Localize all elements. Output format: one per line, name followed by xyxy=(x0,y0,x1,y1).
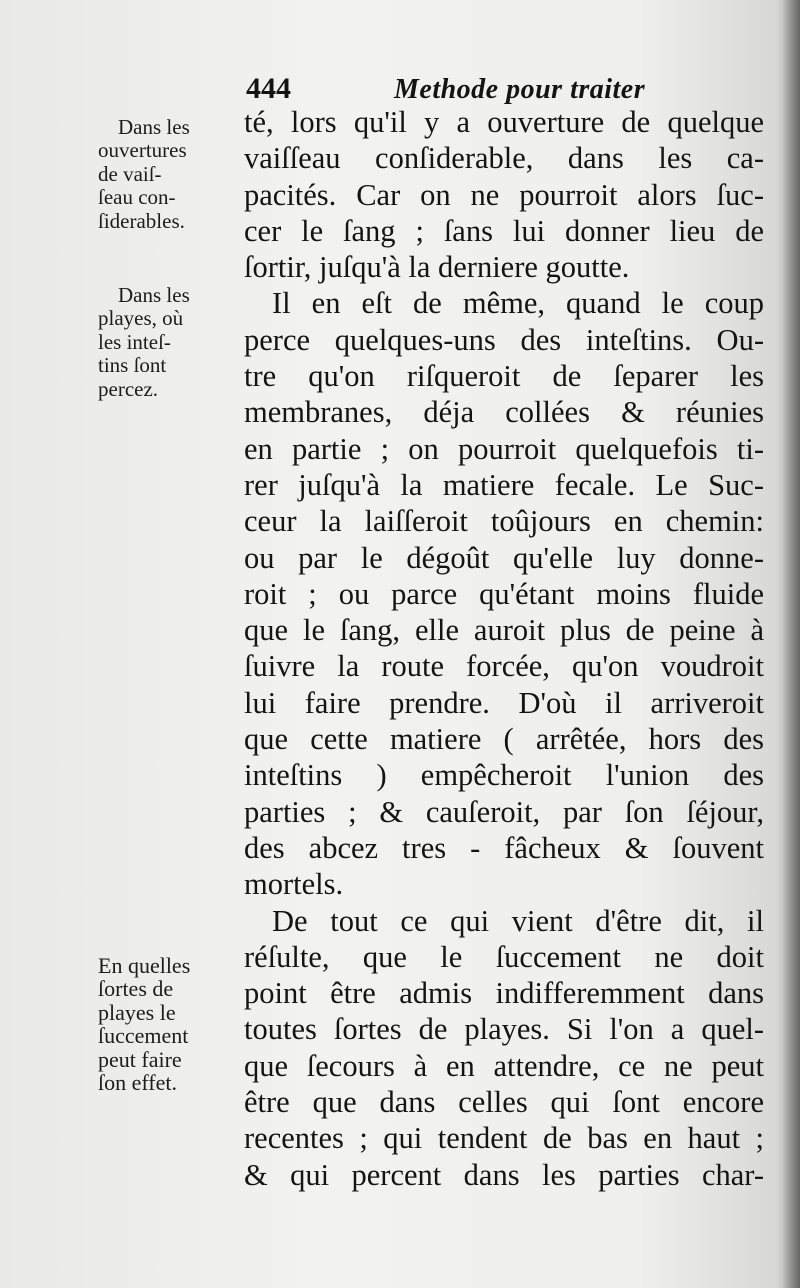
page-edge-shadow xyxy=(782,0,800,1288)
text-line: parties ; & cauſeroit, par ſon ſéjour, xyxy=(244,794,764,829)
margin-note-line: ſuccement xyxy=(98,1023,189,1049)
margin-note-intestines xyxy=(98,284,238,401)
text-line: recentes ; qui tendent de bas en haut ; xyxy=(244,1121,764,1156)
margin-note-vessels xyxy=(98,116,238,233)
text-line: mortels. xyxy=(244,867,344,902)
margin-note-wound-types xyxy=(98,954,238,1094)
margin-note-line: ſon effet. xyxy=(98,1070,178,1096)
text-line: être que dans celles qui ſont encore xyxy=(244,1085,764,1120)
margin-note-line: Dans les xyxy=(118,283,190,307)
text-line: perce quelques-uns des inteſtins. Ou- xyxy=(244,322,764,357)
paragraph xyxy=(244,903,764,1193)
margin-note-line: de vaiſ- xyxy=(98,161,162,186)
paragraph xyxy=(244,285,764,902)
margin-note-line: les inteſ- xyxy=(98,329,171,354)
running-title: Methode pour traiter xyxy=(394,74,646,105)
paragraph xyxy=(244,104,764,285)
margin-note-line: ſiderables. xyxy=(98,208,185,233)
text-line: roit ; ou parce qu'étant moins fluide xyxy=(244,576,764,611)
margin-note-line: ouvertures xyxy=(98,138,187,163)
margin-note-line: ſeau con- xyxy=(98,185,176,210)
text-line: en partie ; on pourroit quelquefois ti- xyxy=(244,431,764,466)
margin-note-line: percez. xyxy=(98,376,159,401)
text-line: toutes ſortes de playes. Si l'on a quel- xyxy=(244,1012,764,1047)
text-line: pacités. Car on ne pourroit alors ſuc- xyxy=(244,177,764,212)
text-line: réſulte, que le ſuccement ne doit xyxy=(244,939,764,974)
text-line: inteſtins ) empêcheroit l'union des xyxy=(244,758,764,793)
margin-note-line: ſortes de xyxy=(98,976,174,1002)
text-line: ſortir, juſqu'à la derniere goutte. xyxy=(244,250,630,285)
text-line: & qui percent dans les parties char- xyxy=(244,1157,764,1192)
text-line: cer le ſang ; ſans lui donner lieu de xyxy=(244,213,764,248)
text-line: rer juſqu'à la matiere fecale. Le Suc- xyxy=(244,467,764,502)
text-line: vaiſſeau conſiderable, dans les ca- xyxy=(244,141,764,176)
margin-note-line: playes le xyxy=(98,999,176,1025)
body-text xyxy=(244,104,764,1193)
text-line: Il en eſt de même, quand le coup xyxy=(272,286,764,321)
text-line: que ſecours à en attendre, ce ne peut xyxy=(244,1048,764,1083)
text-line: lui faire prendre. D'où il arriveroit xyxy=(244,685,764,720)
margin-note-line: tins ſont xyxy=(98,353,167,378)
margin-note-line: playes, où xyxy=(98,306,184,331)
text-line: des abcez tres - fâcheux & ſouvent xyxy=(244,830,764,865)
text-line: que le ſang, elle auroit plus de peine à xyxy=(244,613,764,648)
margin-note-line: peut faire xyxy=(98,1046,182,1072)
margin-note-line: Dans les xyxy=(118,115,190,139)
text-line: ceur la laiſſeroit toûjours en chemin: xyxy=(244,504,764,539)
text-line: ſuivre la route forcée, qu'on voudroit xyxy=(244,649,764,684)
page-number: 444 xyxy=(246,72,291,105)
text-line: ou par le dégoût qu'elle luy donne- xyxy=(244,540,764,575)
text-line: membranes, déja collées & réunies xyxy=(244,395,764,430)
text-line: tre qu'on riſqueroit de ſeparer les xyxy=(244,359,764,394)
text-line: De tout ce qui vient d'être dit, il xyxy=(272,903,764,938)
margin-note-line: En quelles xyxy=(98,953,191,978)
text-line: té, lors qu'il y a ouverture de quelque xyxy=(244,105,764,139)
text-line: que cette matiere ( arrêtée, hors des xyxy=(244,722,764,757)
text-line: point être admis indifferemment dans xyxy=(244,976,764,1011)
